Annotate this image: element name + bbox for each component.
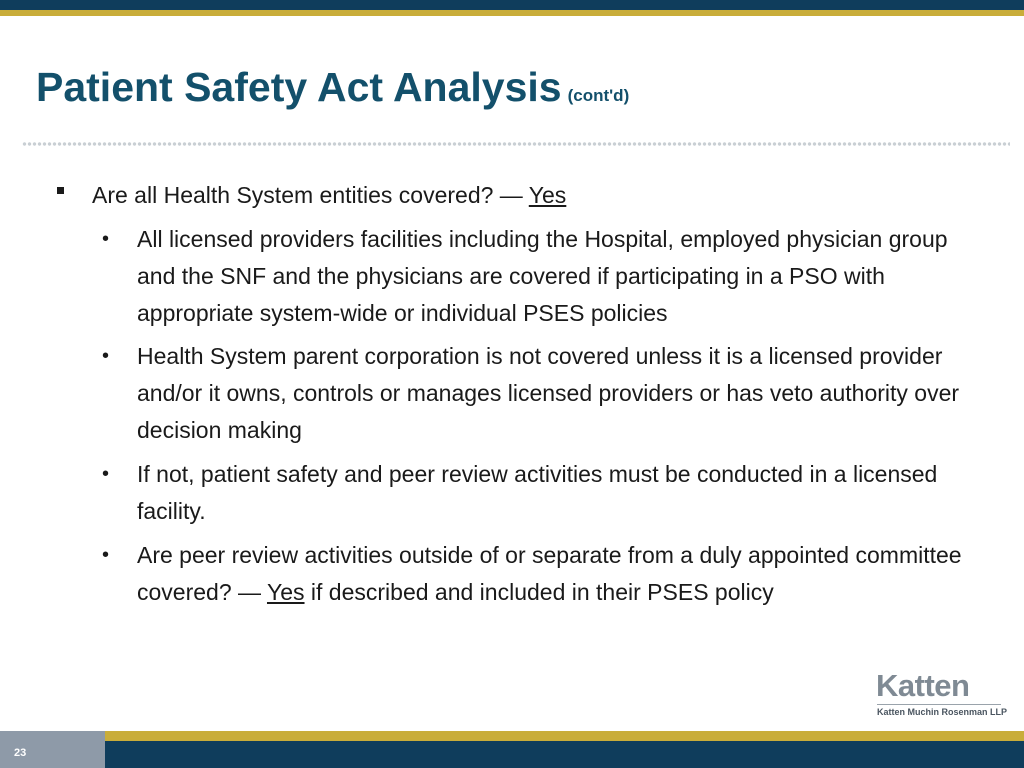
top-navy-bar [0,0,1024,10]
slide-title [36,64,629,111]
logo-rule [877,704,1001,705]
main-question [92,180,566,210]
main-question-text: Are all Health System entities covered? — [92,182,529,208]
title-sub: (cont'd) [567,86,630,105]
bullet-dot-icon: • [102,345,110,367]
top-gold-bar [0,10,1024,16]
sub-bullet-4-rest: if described and included in their PSES policy [304,579,774,605]
page-number: 23 [14,747,27,759]
main-answer: Yes [528,182,567,208]
bottom-navy-bar [105,741,1024,768]
bottom-gold-bar [105,731,1024,741]
bullet-dot-icon: • [102,544,110,566]
bullet-dot-icon: • [102,463,110,485]
sub-bullet-2: Health System parent corporation is not covered unless it is a licensed provider and/or it owns, controls or manages licensed providers or has veto authority over decision making [137,343,960,443]
sub-bullet-4 [137,537,987,611]
logo-firm-name: Katten Muchin Rosenman LLP [877,707,1008,717]
sub-bullet-1: All licensed providers facilities including the Hospital, employed physician group and the SNF and the physicians are covered if participating in a PSO with appropriate system-wide or individual PSES policies [137,226,948,326]
katten-logo [876,668,1008,718]
sub-bullet-4-answer: Yes [266,579,305,605]
bullet-dot-icon: • [102,228,110,250]
sub-bullet-3: If not, patient safety and peer review activities must be conducted in a licensed facility. [137,461,938,524]
sub-bullet-4-text: Are peer review activities outside of or separate from a duly appointed committee covered? — [137,542,962,605]
title-main: Patient Safety Act Analysis [36,64,562,110]
logo-wordmark: Katten [876,668,970,703]
square-bullet-icon [57,187,64,194]
dotted-divider [22,141,1010,147]
